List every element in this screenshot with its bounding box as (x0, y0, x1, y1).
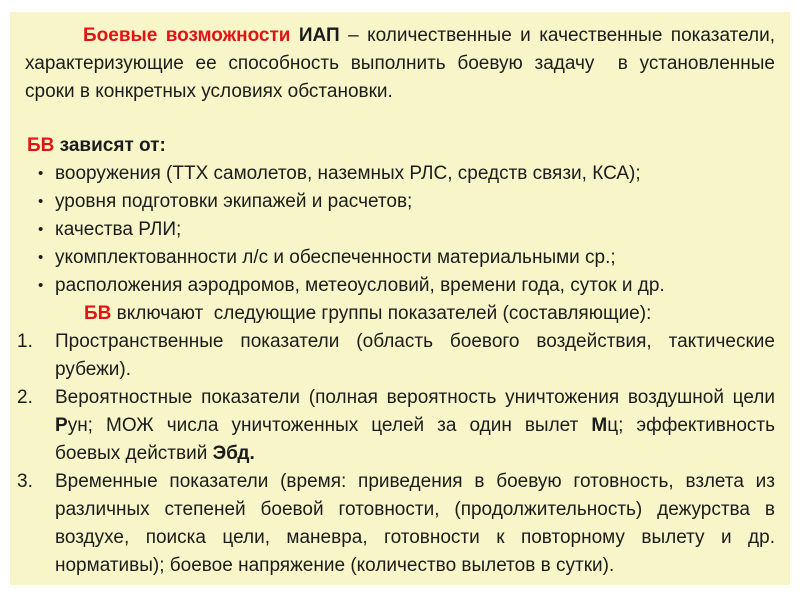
bullet-icon: • (38, 277, 44, 294)
numbered-item-temporal (10, 468, 790, 580)
bullet-text: уровня подготовки экипажей и расчетов; (55, 191, 413, 212)
bullet-icon: • (38, 249, 44, 266)
bullet-icon: • (38, 221, 44, 238)
term-combat-capabilities: Боевые возможности (83, 25, 291, 46)
bullet-text: расположения аэродромов, метеоусловий, времени года, суток и др. (55, 275, 665, 296)
symbol-e-bd: Эбд. (212, 443, 255, 464)
bullet-text: вооружения (ТТХ самолетов, наземных РЛС, средств связи, КСА); (55, 163, 641, 184)
bv-abbr: БВ (84, 303, 112, 324)
abbr-iap: ИАП (290, 25, 340, 46)
item-number: 1. (17, 331, 33, 352)
indicator-list (10, 328, 790, 580)
depends-list (10, 160, 790, 300)
symbol-m-c: М (591, 415, 608, 436)
definition-paragraph (10, 12, 790, 106)
item-text: ун; МОЖ числа уничтоженных целей за один вылет (67, 415, 592, 436)
list-item (10, 272, 790, 300)
numbered-item-spatial (10, 328, 790, 384)
bullet-text: укомплектованности л/с и обеспеченности материальными ср.; (55, 247, 616, 268)
item-number: 3. (17, 471, 33, 492)
numbered-item-probabilistic (10, 384, 790, 468)
item-text: Вероятностные показатели (полная вероятность уничтожения воздушной цели (55, 387, 775, 408)
bullet-text: качества РЛИ; (55, 219, 182, 240)
list-item (10, 160, 790, 188)
depends-heading (10, 132, 790, 160)
bullet-icon: • (38, 165, 44, 182)
list-item (10, 216, 790, 244)
item-text: Пространственные показатели (область боевого воздействия, тактические рубежи). (55, 331, 775, 380)
list-item (10, 188, 790, 216)
depends-label: зависят от: (54, 135, 166, 156)
symbol-p-un: Р (55, 415, 68, 436)
slide-canvas (10, 12, 790, 585)
groups-heading (10, 300, 790, 328)
bullet-icon: • (38, 193, 44, 210)
item-number: 2. (17, 387, 33, 408)
item-text: Временные показатели (время: приведения в боевую готовность, взлета из различных степеней боевой готовности, (продолжительность) дежурства в воздухе, поиска цели, маневра, готовности к повторному вылету и др. нормативы); боевое напряжение (количество вылетов в сутки). (55, 471, 775, 576)
groups-text: включают следующие группы показателей (составляющие): (111, 303, 652, 324)
item-text: ц; эффективность боевых действий (55, 415, 776, 464)
list-item (10, 244, 790, 272)
definition-text: – количественные и качественные показатели, характеризующие ее способность выполнить боевую задачу в установленные сроки в конкретных условиях обстановки. (25, 25, 776, 102)
bv-abbr: БВ (27, 135, 55, 156)
